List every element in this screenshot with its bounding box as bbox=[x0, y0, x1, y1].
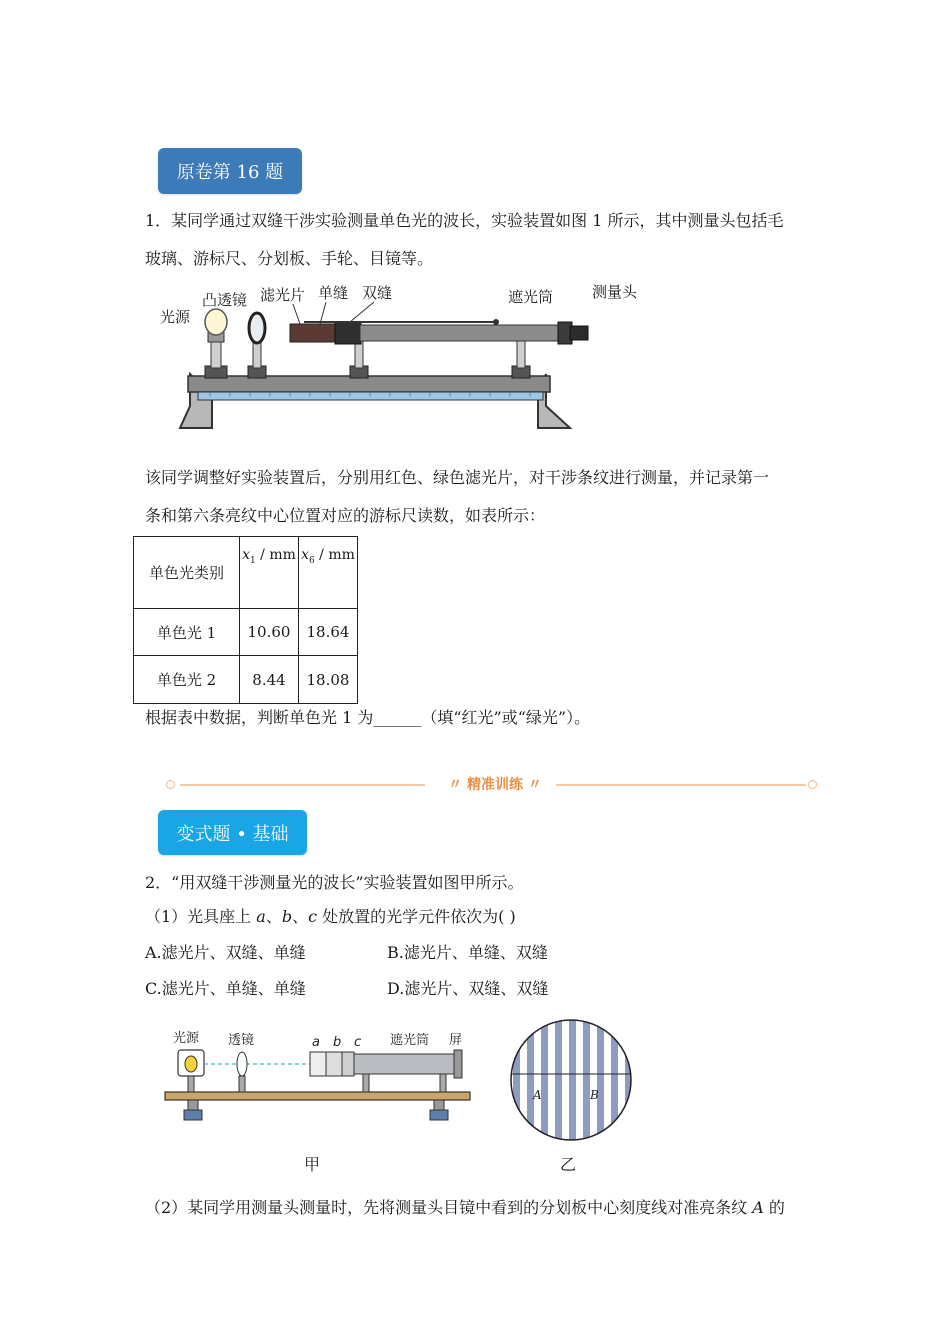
apparatus-figure-jia bbox=[160, 1022, 480, 1126]
foot-right bbox=[430, 1110, 448, 1120]
table-header-x6 bbox=[299, 537, 358, 609]
source-post bbox=[188, 1076, 194, 1092]
lens-icon bbox=[237, 1052, 247, 1076]
q2-option-b: B.滤光片、单缝、双缝 bbox=[387, 943, 548, 962]
q2-part1-suffix: 处放置的光学元件依次为( ) bbox=[317, 907, 516, 926]
fig1-label-lens: 凸透镜 bbox=[202, 291, 248, 309]
x1-subscript: 1 bbox=[250, 555, 256, 566]
q1-text-line-2: 玻璃、游标尺、分划板、手轮、目镜等。 bbox=[145, 249, 434, 268]
divider-slash-icon: 〃 bbox=[448, 777, 463, 793]
foot-left bbox=[184, 1110, 202, 1120]
convex-lens-icon bbox=[249, 313, 265, 343]
q2-part2-suffix: 的 bbox=[763, 1198, 785, 1217]
table-row bbox=[134, 656, 358, 704]
fig1-label-head-visible: 测量头 bbox=[592, 283, 638, 301]
shading-tube bbox=[360, 325, 565, 341]
pointer-filter bbox=[293, 304, 300, 324]
jia-label-lens: 透镜 bbox=[228, 1033, 255, 1048]
divider-line-right bbox=[556, 784, 806, 786]
q2-sep: 、 bbox=[292, 907, 309, 926]
q2-option-d: D.滤光片、双缝、双缝 bbox=[387, 979, 549, 998]
table-header-row bbox=[134, 537, 358, 609]
caption-jia: 甲 bbox=[304, 1155, 321, 1174]
apparatus-figure-1 bbox=[150, 278, 590, 436]
fig1-label-filter: 滤光片 bbox=[260, 286, 306, 304]
q1-text-line-3: 该同学调整好实验装置后，分别用红色、绿色滤光片，对干涉条纹进行测量，并记录第一 bbox=[145, 468, 770, 487]
readings-table bbox=[133, 536, 358, 704]
jia-label-source: 光源 bbox=[173, 1031, 200, 1046]
q2-option-c: C.滤光片、单缝、单缝 bbox=[145, 979, 306, 998]
section-badge-variant: 变式题 • 基础 bbox=[158, 810, 307, 855]
screen bbox=[454, 1050, 462, 1078]
x6-symbol: x bbox=[301, 547, 309, 563]
jia-label-c: c bbox=[354, 1035, 362, 1050]
q2-part2-text: （2）某同学用测量头测量时，先将测量头目镜中看到的分划板中心刻度线对准亮条纹 bbox=[145, 1198, 753, 1217]
tube-post-1 bbox=[363, 1074, 369, 1092]
jia-label-tube: 遮光筒 bbox=[390, 1033, 430, 1048]
table-cell-x6: 18.64 bbox=[299, 609, 358, 656]
q2-var-c: c bbox=[308, 907, 318, 926]
tube-support-2 bbox=[517, 338, 525, 368]
q2-part1-prefix: （1）光具座上 bbox=[145, 907, 257, 926]
table-header-x1 bbox=[240, 537, 299, 609]
table-row bbox=[134, 609, 358, 656]
jia-label-a: a bbox=[312, 1035, 320, 1050]
x1-unit: / mm bbox=[255, 547, 296, 563]
table-cell-name: 单色光 2 bbox=[134, 656, 240, 704]
q1-text-line-1: 1．某同学通过双缝干涉实验测量单色光的波长，实验装置如图 1 所示，其中测量头包括毛 bbox=[145, 211, 784, 230]
shading-tube bbox=[354, 1054, 454, 1074]
divider-title-text: 精准训练 bbox=[467, 777, 523, 793]
element-c bbox=[342, 1052, 354, 1076]
fringe-pattern bbox=[505, 1014, 637, 1146]
bulb-icon bbox=[205, 309, 227, 335]
divider-dot-left bbox=[166, 780, 175, 789]
divider-slash-icon: 〃 bbox=[527, 777, 542, 793]
lever-knob bbox=[493, 319, 499, 325]
jia-label-screen: 屏 bbox=[449, 1033, 463, 1048]
bench-rail bbox=[188, 376, 550, 392]
q2-var-a: a bbox=[256, 907, 266, 926]
bench-top bbox=[165, 1092, 470, 1100]
q2-text-line-1: 2．“用双缝干涉测量光的波长”实验装置如图甲所示。 bbox=[145, 873, 524, 892]
section-badge-original: 原卷第 16 题 bbox=[158, 148, 302, 194]
x6-subscript: 6 bbox=[309, 555, 315, 566]
divider-title bbox=[440, 774, 550, 794]
light-bulb-icon bbox=[185, 1056, 197, 1072]
caption-yi: 乙 bbox=[560, 1155, 577, 1174]
table-cell-x1: 8.44 bbox=[240, 656, 299, 704]
q2-fringe-a: A bbox=[752, 1198, 764, 1217]
table-cell-name: 单色光 1 bbox=[134, 609, 240, 656]
divider-dot-right bbox=[808, 780, 817, 789]
fig1-label-single-slit: 单缝 bbox=[318, 284, 349, 302]
fringe-label-b: B bbox=[590, 1088, 599, 1102]
fig1-label-tube: 遮光筒 bbox=[508, 288, 554, 306]
pointer-single-slit bbox=[320, 302, 326, 324]
x1-symbol: x bbox=[242, 547, 250, 563]
fig1-label-light-source: 光源 bbox=[160, 308, 191, 326]
lens-post bbox=[253, 342, 261, 368]
eyepiece-icon bbox=[570, 326, 588, 340]
fig1-label-double-slit: 双缝 bbox=[362, 284, 393, 302]
fringe-figure-yi bbox=[505, 1014, 637, 1146]
divider-line-left bbox=[180, 784, 425, 786]
double-slit-collar bbox=[335, 322, 361, 344]
q2-text-line-3 bbox=[145, 1197, 785, 1219]
tube-post-2 bbox=[440, 1074, 446, 1092]
table-cell-x6: 18.08 bbox=[299, 656, 358, 704]
q2-sep: 、 bbox=[265, 907, 282, 926]
element-a bbox=[310, 1052, 326, 1076]
pointer-double-slit bbox=[350, 302, 374, 322]
lens-post bbox=[239, 1076, 245, 1092]
fringe-label-a: A bbox=[533, 1088, 542, 1102]
q2-option-a: A.滤光片、双缝、单缝 bbox=[145, 943, 306, 962]
q1-text-line-4: 条和第六条亮纹中心位置对应的游标尺读数，如表所示： bbox=[145, 506, 546, 525]
q2-text-line-2 bbox=[145, 906, 516, 928]
table-cell-x1: 10.60 bbox=[240, 609, 299, 656]
x6-unit: / mm bbox=[314, 547, 355, 563]
jia-label-b: b bbox=[333, 1035, 342, 1050]
element-b bbox=[326, 1052, 342, 1076]
table-header-type: 单色光类别 bbox=[134, 537, 240, 609]
q1-text-line-5: 根据表中数据，判断单色光 1 为______（填“红光”或“绿光”）。 bbox=[145, 708, 591, 727]
q2-var-b: b bbox=[281, 907, 293, 926]
